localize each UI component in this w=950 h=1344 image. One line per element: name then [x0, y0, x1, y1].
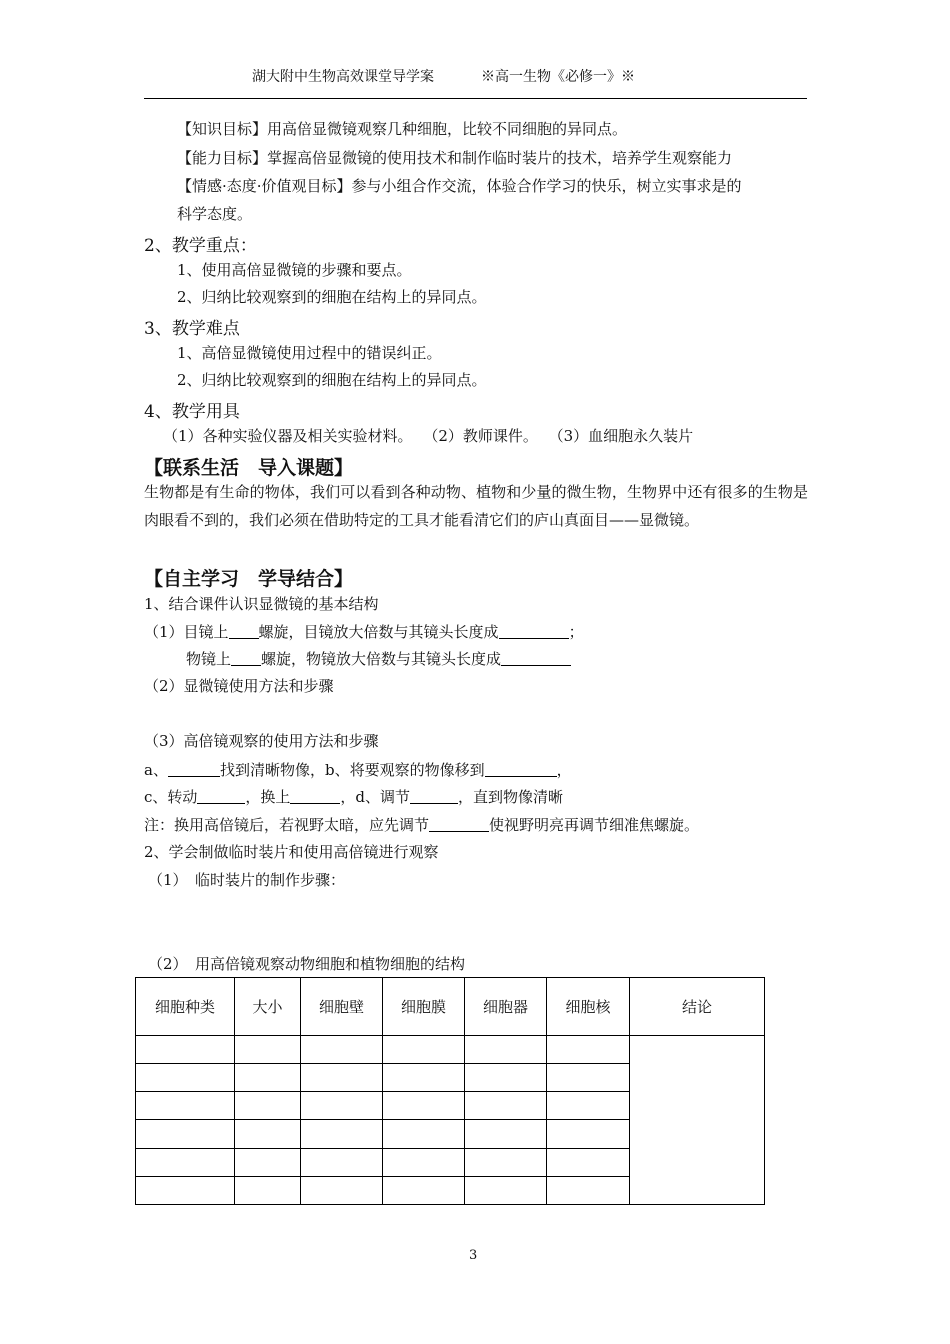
emotion-goal-line1: 【情感·态度·价值观目标】参与小组合作交流，体验合作学习的快乐，树立实事求是的: [177, 177, 742, 195]
key-point-item: 1、使用高倍显微镜的步骤和要点。: [177, 261, 412, 279]
note-line: [144, 815, 699, 835]
intro-heading: 【联系生活 导入课题】: [144, 457, 354, 479]
table-header: 细胞器: [465, 978, 547, 1036]
answer-blank[interactable]: [168, 761, 220, 777]
header-rule: [144, 98, 807, 99]
table-cell[interactable]: [383, 1092, 465, 1120]
key-points-title: 2、教学重点：: [144, 236, 257, 256]
step-a-label: a、: [144, 761, 168, 779]
header-title: 湖大附中生物高效课堂导学案: [252, 69, 434, 85]
table-cell[interactable]: [301, 1036, 383, 1064]
step-c-d-line: [144, 787, 563, 807]
high-power-steps: （3）高倍镜观察的使用方法和步骤: [144, 732, 379, 750]
cell-comparison-table: [135, 977, 765, 1205]
eyepiece-label: （1）目镜上: [144, 623, 229, 641]
question-2: 2、学会制做临时装片和使用高倍镜进行观察: [144, 843, 439, 861]
answer-blank[interactable]: [197, 788, 245, 804]
eyepiece-end: ；: [568, 623, 584, 641]
table-cell[interactable]: [235, 1036, 301, 1064]
step-a-b-line: [144, 760, 572, 780]
table-cell[interactable]: [547, 1036, 630, 1064]
table-cell[interactable]: [136, 1036, 235, 1064]
objective-label: 物镜上: [186, 650, 232, 668]
header-subtitle: ※高一生物《必修一》※: [481, 69, 635, 85]
step-d-end: ，直到物像清晰: [458, 788, 564, 806]
table-cell[interactable]: [301, 1064, 383, 1092]
question-2-2: （2） 用高倍镜观察动物细胞和植物细胞的结构: [148, 955, 466, 973]
table-header: 大小: [235, 978, 301, 1036]
table-cell[interactable]: [547, 1177, 630, 1205]
difficulties-title: 3、教学难点: [144, 319, 240, 339]
table-cell[interactable]: [136, 1120, 235, 1149]
answer-blank[interactable]: [499, 623, 569, 639]
answer-blank[interactable]: [229, 623, 259, 639]
table-cell[interactable]: [547, 1092, 630, 1120]
conclusion-cell[interactable]: [630, 1036, 765, 1205]
table-cell[interactable]: [301, 1120, 383, 1149]
table-cell[interactable]: [235, 1120, 301, 1149]
table-cell[interactable]: [465, 1092, 547, 1120]
table-cell[interactable]: [547, 1149, 630, 1177]
table-header-row: [136, 978, 765, 1036]
self-study-heading: 【自主学习 学导结合】: [144, 568, 354, 590]
question-2-1: （1） 临时装片的制作步骤：: [148, 871, 346, 889]
step-c-label: c、转动: [144, 788, 198, 806]
step-a-text: 找到清晰物像，: [219, 761, 325, 779]
note-text-a: 注：换用高倍镜后，若视野太暗，应先调节: [144, 816, 430, 834]
step-b-text: b、将要观察的物像移到: [324, 761, 485, 779]
tools-title: 4、教学用具: [144, 402, 240, 422]
table-cell[interactable]: [547, 1120, 630, 1149]
table-cell[interactable]: [136, 1149, 235, 1177]
step-c-text: ，换上: [245, 788, 291, 806]
table-header: 细胞膜: [383, 978, 465, 1036]
step-b-end: ，: [556, 761, 572, 779]
table-cell[interactable]: [383, 1120, 465, 1149]
table-cell[interactable]: [235, 1177, 301, 1205]
table-cell[interactable]: [235, 1064, 301, 1092]
step-d-text: ，d、调节: [340, 788, 411, 806]
table-cell[interactable]: [383, 1064, 465, 1092]
tools-line: （1）各种实验仪器及相关实验材料。 （2）教师课件。 （3）血细胞永久装片: [163, 427, 694, 445]
difficulty-item: 2、归纳比较观察到的细胞在结构上的异同点。: [177, 371, 487, 389]
answer-blank[interactable]: [501, 650, 571, 666]
objective-line: [186, 649, 571, 669]
table-cell[interactable]: [383, 1149, 465, 1177]
table-row: [136, 1036, 765, 1064]
answer-blank[interactable]: [410, 788, 458, 804]
table-cell[interactable]: [383, 1036, 465, 1064]
answer-blank[interactable]: [231, 650, 261, 666]
answer-blank[interactable]: [485, 761, 557, 777]
table-cell[interactable]: [465, 1149, 547, 1177]
table-cell[interactable]: [301, 1149, 383, 1177]
objective-text: 螺旋，物镜放大倍数与其镜头长度成: [261, 650, 502, 668]
table-cell[interactable]: [301, 1177, 383, 1205]
table-cell[interactable]: [136, 1092, 235, 1120]
table-cell[interactable]: [383, 1177, 465, 1205]
table-cell[interactable]: [465, 1120, 547, 1149]
note-text-b: 使视野明亮再调节细准焦螺旋。: [489, 816, 700, 834]
emotion-goal-line2: 科学态度。: [177, 205, 253, 223]
table-cell[interactable]: [547, 1064, 630, 1092]
table-cell[interactable]: [235, 1149, 301, 1177]
table-cell[interactable]: [465, 1064, 547, 1092]
table-cell[interactable]: [301, 1092, 383, 1120]
difficulty-item: 1、高倍显微镜使用过程中的错误纠正。: [177, 344, 442, 362]
table-header: 结论: [630, 978, 765, 1036]
table-cell[interactable]: [465, 1036, 547, 1064]
table-header: 细胞种类: [136, 978, 235, 1036]
ability-goal: 【能力目标】掌握高倍显微镜的使用技术和制作临时装片的技术，培养学生观察能力: [177, 149, 733, 167]
usage-steps: （2）显微镜使用方法和步骤: [144, 677, 334, 695]
key-point-item: 2、归纳比较观察到的细胞在结构上的异同点。: [177, 288, 487, 306]
eyepiece-text: 螺旋，目镜放大倍数与其镜头长度成: [258, 623, 499, 641]
table-header: 细胞核: [547, 978, 630, 1036]
answer-blank[interactable]: [429, 816, 489, 832]
page-number: 3: [469, 1248, 478, 1263]
table-cell[interactable]: [136, 1177, 235, 1205]
eyepiece-line: [144, 622, 584, 642]
table-cell[interactable]: [465, 1177, 547, 1205]
table-header: 细胞壁: [301, 978, 383, 1036]
answer-blank[interactable]: [290, 788, 340, 804]
knowledge-goal: 【知识目标】用高倍显微镜观察几种细胞，比较不同细胞的异同点。: [177, 120, 628, 138]
table-cell[interactable]: [235, 1092, 301, 1120]
question-1: 1、结合课件认识显微镜的基本结构: [144, 595, 379, 613]
table-cell[interactable]: [136, 1064, 235, 1092]
intro-paragraph: 生物都是有生命的物体，我们可以看到各种动物、植物和少量的微生物，生物界中还有很多的生物是肉眼看不到的，我们必须在借助特定的工具才能看清它们的庐山真面目——显微镜。: [144, 483, 808, 529]
